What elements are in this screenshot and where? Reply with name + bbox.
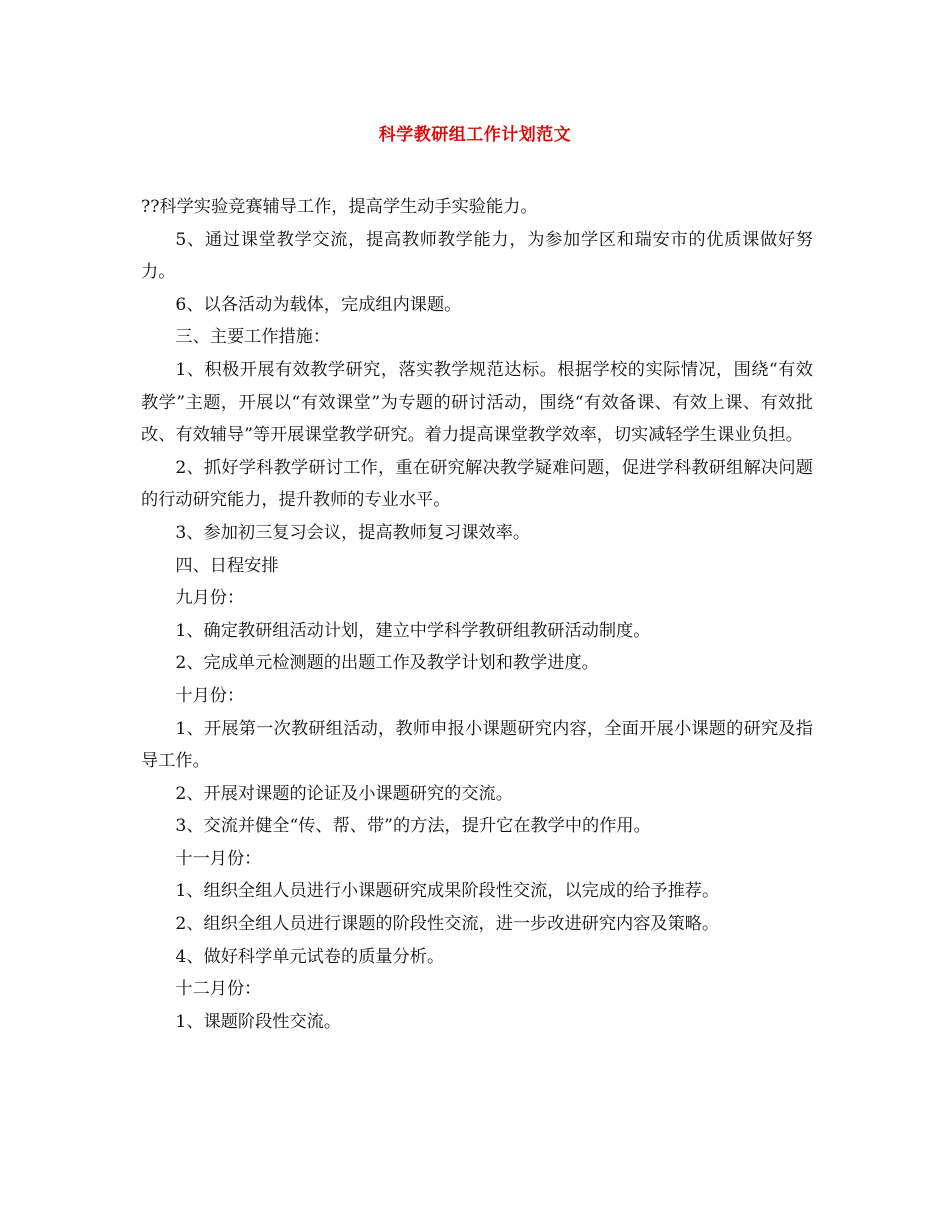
paragraph: 2、完成单元检测题的出题工作及教学计划和教学进度。 xyxy=(175,653,599,674)
paragraph: 5、通过课堂教学交流，提高教师教学能力，为参加学区和瑞安市的优质课做好努力。 xyxy=(141,229,813,283)
paragraph: 2、组织全组人员进行课题的阶段性交流，进一步改进研究内容及策略。 xyxy=(175,914,720,935)
paragraph: 九月份： xyxy=(175,588,245,609)
paragraph: 1、开展第一次教研组活动，教师申报小课题研究内容，全面开展小课题的研究及指导工作。 xyxy=(141,718,813,772)
paragraph: 十月份： xyxy=(175,685,245,706)
paragraph: 十一月份： xyxy=(175,848,262,869)
paragraph: 4、做好科学单元试卷的质量分析。 xyxy=(175,946,445,967)
document-title: 科学教研组工作计划范文 xyxy=(378,125,572,145)
paragraph: 四、日程安排 xyxy=(175,555,279,576)
paragraph: ??科学实验竞赛辅导工作，提高学生动手实验能力。 xyxy=(141,197,538,217)
paragraph: 1、组织全组人员进行小课题研究成果阶段性交流，以完成的给予推荐。 xyxy=(175,881,720,902)
paragraph: 1、课题阶段性交流。 xyxy=(175,1011,342,1032)
paragraph: 1、积极开展有效教学研究，落实教学规范达标。根据学校的实际情况，围绕“有效教学”主题，开展以“有效课堂”为专题的研讨活动，围绕“有效备课、有效上课、有效批改、有效辅导”等开展课堂教学研究。着力提高课堂教学效率，切实减轻学生课业负担。 xyxy=(141,359,813,446)
paragraph: 3、交流并健全“传、帮、带”的方法，提升它在教学中的作用。 xyxy=(175,816,651,837)
paragraph: 2、开展对课题的论证及小课题研究的交流。 xyxy=(175,783,513,804)
paragraph: 6、以各活动为载体，完成组内课题。 xyxy=(175,294,462,315)
paragraph: 1、确定教研组活动计划，建立中学科学教研组教研活动制度。 xyxy=(175,620,651,641)
paragraph: 3、参加初三复习会议，提高教师复习课效率。 xyxy=(175,522,531,543)
paragraph: 三、主要工作措施： xyxy=(175,327,331,348)
document-body xyxy=(141,191,813,1038)
paragraph: 十二月份： xyxy=(175,979,262,1000)
paragraph: 2、抓好学科教学研讨工作，重在研究解决教学疑难问题，促进学科教研组解决问题的行动研究能力，提升教师的专业水平。 xyxy=(141,457,813,511)
